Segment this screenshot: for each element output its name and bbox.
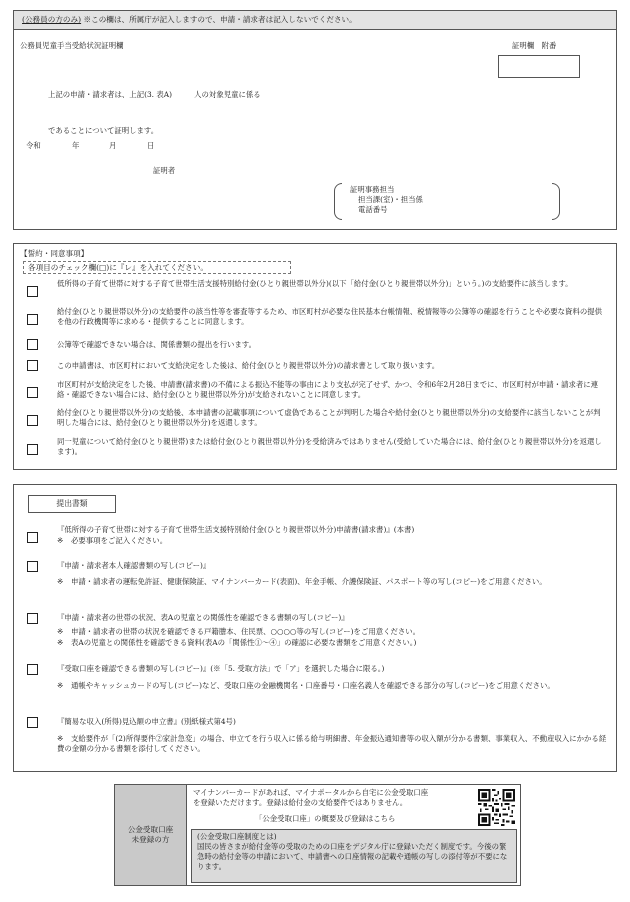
certification-header bbox=[14, 11, 616, 30]
document-title-3: 『申請・請求者の世帯の状況、表Aの児童との関係性を確認できる書類の写し(コピー)』 bbox=[57, 613, 349, 622]
certification-line-2: であることについて証明します。 bbox=[48, 126, 159, 135]
pledge-checkbox-7[interactable] bbox=[27, 444, 38, 455]
public-account-label bbox=[115, 785, 187, 885]
documents-section bbox=[13, 484, 617, 772]
pledge-checkbox-4[interactable] bbox=[27, 360, 38, 371]
public-account-link-text[interactable]: 「公金受取口座」の概要及び登録はこちら bbox=[255, 814, 396, 823]
pledge-text-1: 低所得の子育て世帯に対する子育て世帯生活支援特別給付金(ひとり親世帯以外分)(以下「給付金(ひとり親世帯以外分)」という。)の支給要件に該当します。 bbox=[57, 279, 573, 288]
date-day: 日 bbox=[147, 141, 155, 150]
certification-section bbox=[13, 10, 617, 230]
certification-line-1: 上記の申請・請求者は、上記(3. 表A) 人の対象児童に係る bbox=[48, 90, 261, 99]
pledge-text-2: 給付金(ひとり親世帯以外分)の支給要件の該当性等を審査等するため、市区町村が必要な住民基本台帳情報、税情報等の公簿等の確認を行うことや必要な資料の提供を他の行政機関等に求める・提供することに同意します。 bbox=[57, 307, 602, 326]
certification-header-note: ※この欄は、所属庁が記入しますので、申請・請求者は記入しないでください。 bbox=[83, 15, 357, 24]
pledge-section bbox=[13, 243, 617, 470]
pledge-checkbox-3[interactable] bbox=[27, 339, 38, 350]
pledge-header: 【誓約・同意事項】 bbox=[20, 249, 89, 258]
document-note: ※ 支給要件が「(2)所得要件②家計急変」の場合、申立てを行う収入に係る給与明細書、年金振込通知書等の収入額が分かる書類、事業収入、不動産収入にかかる経費の金額の分かる書類を添付してください。 bbox=[57, 734, 607, 753]
document-checkbox-4[interactable] bbox=[27, 664, 38, 675]
pledge-checkbox-2[interactable] bbox=[27, 314, 38, 325]
pledge-instruction: 各項目のチェック欄(□)に『レ』を入れてください。 bbox=[23, 261, 291, 274]
public-account-explanation-text: 国民の皆さまが給付金等の受取のための口座をデジタル庁に登録いただく制度です。今後の緊急時の給付金等の申請において、申請書への口座情報の記載や通帳の写しの添付等が不要になります。 bbox=[197, 841, 508, 871]
public-account-text: マイナンバーカードがあれば、マイナポータルから自宅に公金受取口座を登録いただけます。登録は給付金の支給要件ではありません。 bbox=[193, 788, 429, 807]
document-checkbox-5[interactable] bbox=[27, 717, 38, 728]
certification-header-prefix: (公務員の方のみ) bbox=[22, 15, 82, 24]
document-note: ※ 申請・請求者の運転免許証、健康保険証、マイナンバーカード(表面)、年金手帳、介護保険証、パスポート等の写し(コピー)をご用意ください。 bbox=[57, 577, 547, 586]
public-account-explanation bbox=[191, 829, 517, 883]
pledge-checkbox-5[interactable] bbox=[27, 387, 38, 398]
document-note: ※ 表Aの児童との関係性を確認できる資料(表Aの「関係性①～④」の確認に必要な書類をご用意ください。) bbox=[57, 638, 417, 647]
pledge-text-4: この申請書は、市区町村において支給決定をした後は、給付金(ひとり親世帯以外分)の請求書として取り扱います。 bbox=[57, 361, 440, 370]
document-title-4: 『受取口座を確認できる書類の写し(コピー)』(※「5. 受取方法」で「ア」を選択した場合に限る。) bbox=[57, 664, 385, 673]
public-account-explanation-title: (公金受取口座制度とは) bbox=[197, 832, 277, 841]
pledge-text-6: 給付金(ひとり親世帯以外分)の支給後、本申請書の記載事項について虚偽であることが判明した場合や給付金(ひとり親世帯以外分)の支給要件に該当しないことが判明した場合には、給付金(ひとり親世帯以外分)を返還します。 bbox=[57, 408, 601, 427]
documents-header: 提出書類 bbox=[28, 495, 116, 513]
attachment-label: 証明欄 附番 bbox=[512, 41, 557, 50]
document-title-2: 『申請・請求者本人確認書類の写し(コピー)』 bbox=[57, 561, 211, 570]
qr-code-icon[interactable] bbox=[478, 789, 515, 826]
contact-dept: 担当課(室)・担当係 bbox=[358, 194, 423, 204]
certifier-label: 証明者 bbox=[153, 166, 176, 175]
pledge-text-5: 市区町村が支給決定をした後、申請書(請求書)の不備による振込不能等の事由により支払が完了せず、かつ、令和6年2月28日までに、市区町村が申請・請求者に連絡・確認できない場合には、給付金(ひとり親世帯以外分)が支給されないことに同意します。 bbox=[57, 380, 599, 399]
pledge-text-7: 同一児童について給付金(ひとり親世帯)または給付金(ひとり親世帯以外分)を受給済みではありません(受給していた場合には、給付金(ひとり親世帯以外分)を返還します)。 bbox=[57, 437, 602, 456]
document-checkbox-1[interactable] bbox=[27, 532, 38, 543]
date-year: 年 bbox=[72, 141, 80, 150]
document-title-1: 『低所得の子育て世帯に対する子育て世帯生活支援特別給付金(ひとり親世帯以外分)申請書(請求書)』(本書) bbox=[57, 525, 415, 534]
pledge-text-3: 公簿等で確認できない場合は、関係書類の提出を行います。 bbox=[57, 340, 256, 349]
document-note: ※ 申請・請求者の世帯の状況を確認できる戸籍謄本、住民票、○○○○等の写し(コピー)をご用意ください。 bbox=[57, 627, 421, 636]
document-title-5: 『簡易な収入(所得)見込額の申立書』(別紙様式第4号) bbox=[57, 717, 236, 726]
public-account-label-line-1: 公金受取口座 bbox=[127, 825, 174, 834]
contact-bracket bbox=[334, 183, 560, 220]
date-month: 月 bbox=[109, 141, 117, 150]
document-checkbox-2[interactable] bbox=[27, 561, 38, 572]
public-account-section bbox=[114, 784, 521, 886]
pledge-checkbox-1[interactable] bbox=[27, 286, 38, 297]
date-era: 令和 bbox=[26, 141, 41, 150]
document-note: ※ 必要事項をご記入ください。 bbox=[57, 536, 168, 545]
certification-title: 公務員児童手当受給状況証明欄 bbox=[20, 41, 124, 50]
pledge-checkbox-6[interactable] bbox=[27, 415, 38, 426]
document-note: ※ 通帳やキャッシュカードの写し(コピー)など、受取口座の金融機関名・口座番号・口座名義人を確認できる部分の写し(コピー)をご用意ください。 bbox=[57, 681, 555, 690]
document-checkbox-3[interactable] bbox=[27, 613, 38, 624]
public-account-label-line-2: 未登録の方 bbox=[131, 835, 170, 845]
contact-phone: 電話番号 bbox=[358, 204, 388, 214]
attachment-number-field[interactable] bbox=[498, 55, 580, 78]
contact-title: 証明事務担当 bbox=[350, 185, 395, 194]
